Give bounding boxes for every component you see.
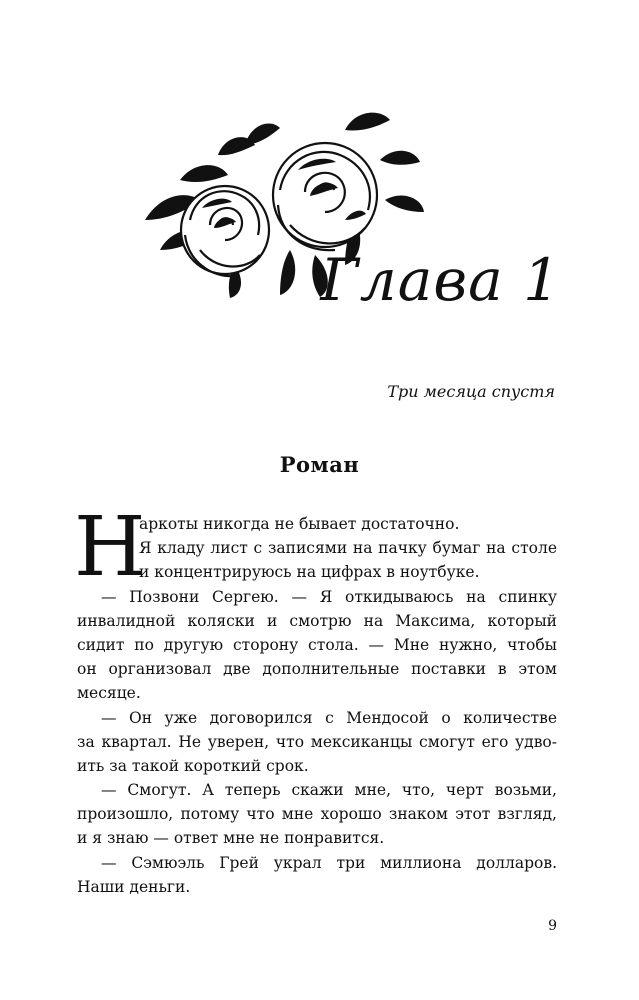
chapter-title: Глава 1 — [320, 246, 561, 314]
chapter-body — [74, 500, 557, 899]
text-line: аркоты никогда не бывает достаточно. — [139, 515, 460, 533]
pov-heading: Роман — [279, 452, 360, 477]
text-line: ить за такой короткий срок. — [77, 756, 309, 775]
drop-cap: Н — [74, 500, 146, 595]
text-line: месяце. — [77, 684, 141, 703]
text-line: он организовал две дополнительные поставки в этом — [77, 660, 557, 679]
text-line: — Он уже договорился с Мендосой о количестве — [101, 708, 557, 727]
page-number: 9 — [548, 918, 557, 934]
text-line: сидит по другую сторону стола. — Мне нужно, чтобы — [77, 635, 557, 654]
text-line: и я знаю — ответ мне не понравится. — [77, 829, 385, 848]
text-line: и концентрируюсь на цифрах в ноутбуке. — [139, 563, 480, 582]
text-line: — Смогут. А теперь скажи мне, что, черт возьми, — [101, 781, 557, 800]
first-paragraph — [74, 500, 557, 595]
text-line: Я кладу лист с записями на пачку бумаг на столе — [139, 539, 557, 558]
text-line: — Позвони Сергею. — Я откидываюсь на спинку — [101, 587, 557, 606]
text-line: инвалидной коляски и смотрю на Максима, который — [77, 611, 557, 630]
text-line: произошло, потому что мне хорошо знаком этот взгляд, — [77, 805, 557, 824]
text-line: — Сэмюэль Грей украл три миллиона долларов. — [101, 853, 557, 872]
chapter-subtitle: Три месяца спустя — [387, 382, 555, 401]
text-line: за квартал. Не уверен, что мексиканцы смогут его удво- — [77, 732, 557, 751]
text-line: Наши деньги. — [77, 877, 191, 896]
